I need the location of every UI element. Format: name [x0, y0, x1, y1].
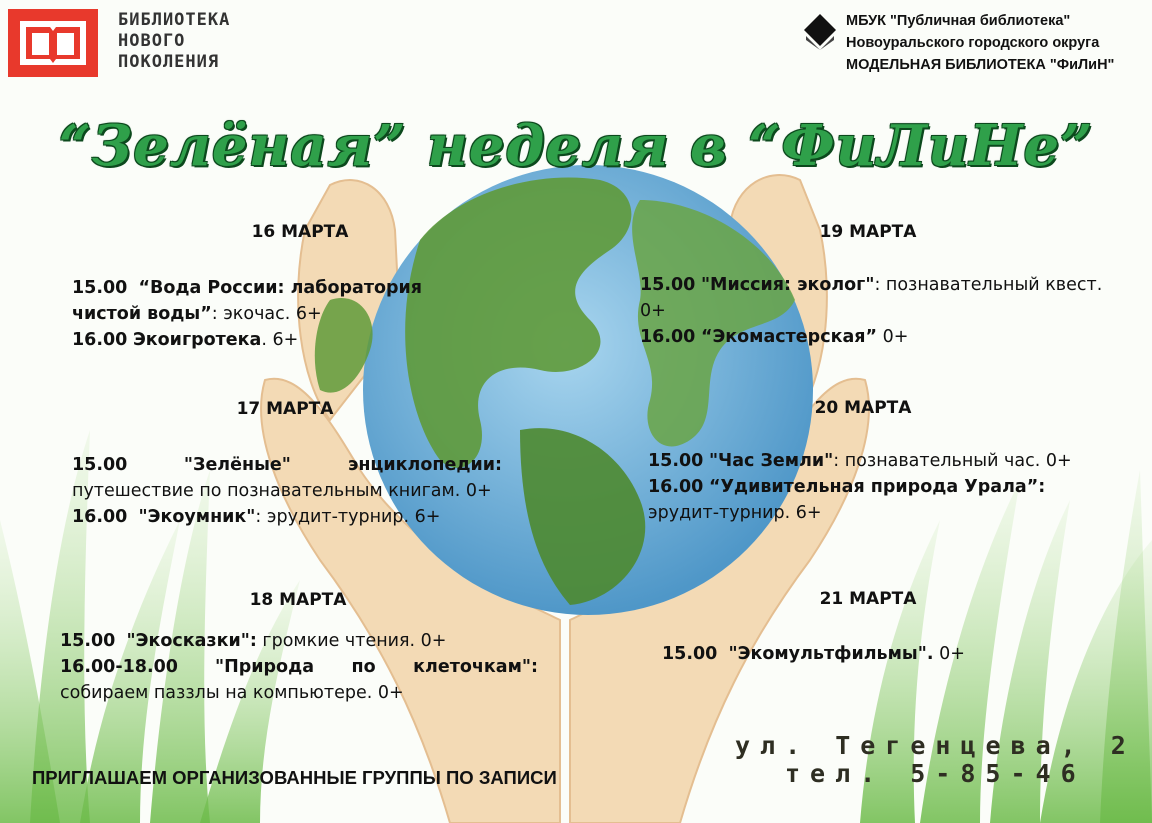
event-time: 15.00 — [72, 278, 128, 298]
event-time: 15.00 — [640, 275, 696, 295]
event-item — [60, 628, 538, 654]
event-item — [640, 272, 1110, 324]
org-line-1: МБУК "Публичная библиотека" — [846, 13, 1071, 29]
invitation-text: ПРИГЛАШАЕМ ОРГАНИЗОВАННЫЕ ГРУППЫ ПО ЗАПИСИ — [32, 767, 557, 788]
event-title: Экоигротека — [132, 330, 262, 350]
address: ул. Тегенцева, 2 — [735, 731, 1136, 760]
day-heading-19: 19 МАРТА — [819, 222, 917, 242]
organization-info — [846, 10, 1114, 76]
event-desc: : эрудит-турнир. 6+ — [255, 507, 441, 527]
org-line-2: Новоуральского городского округа — [846, 35, 1100, 51]
day-heading-18: 18 МАРТА — [249, 590, 347, 610]
day-heading-20: 20 МАРТА — [814, 398, 912, 418]
event-time: 15.00 — [60, 631, 116, 651]
event-desc: 0+ — [877, 327, 909, 347]
event-desc: эрудит-турнир. 6+ — [648, 503, 822, 523]
event-desc: : экочас. 6+ — [211, 304, 322, 324]
event-item — [72, 504, 502, 530]
event-title: “Вода России: лаборатория чистой воды” — [72, 278, 423, 324]
event-desc: : познавательный час. 0+ — [833, 451, 1072, 471]
page-title: “Зелёная” неделя в “ФиЛиНе” — [58, 113, 1094, 179]
event-title: "Час Земли" — [708, 451, 834, 471]
event-item — [662, 641, 1102, 667]
event-item — [72, 327, 462, 353]
event-title: “Удивительная природа Урала”: — [708, 477, 1046, 497]
event-time: 15.00 — [72, 455, 128, 475]
logo-line-2: НОВОГО — [118, 31, 186, 51]
day-events-20 — [648, 448, 1078, 526]
library-logo-text — [118, 10, 230, 73]
day-events-21 — [662, 641, 1102, 667]
event-item — [60, 654, 538, 680]
phone: тел. 5-85-46 — [785, 759, 1086, 788]
event-time: 16.00 — [640, 327, 696, 347]
day-events-19 — [640, 272, 1110, 350]
event-title: "Экомультфильмы". — [728, 644, 934, 664]
event-item — [640, 324, 1110, 350]
event-item — [648, 448, 1078, 474]
event-time: 15.00 — [648, 451, 704, 471]
event-time: 16.00 — [648, 477, 704, 497]
book-icon — [800, 12, 840, 50]
event-item — [72, 452, 502, 478]
day-events-17 — [72, 452, 502, 530]
event-title: "Природа по клеточкам": — [214, 657, 538, 677]
event-item — [72, 275, 462, 327]
event-title: "Миссия: эколог" — [700, 275, 875, 295]
event-time: 15.00 — [662, 644, 718, 664]
event-time: 16.00-18.00 — [60, 657, 178, 677]
day-events-18 — [60, 628, 538, 706]
event-desc: 0+ — [933, 644, 965, 664]
day-heading-17: 17 МАРТА — [236, 399, 334, 419]
event-desc: : познавательный квест. 0+ — [640, 275, 1103, 321]
event-time: 16.00 — [72, 507, 128, 527]
org-line-3: МОДЕЛЬНАЯ БИБЛИОТЕКА "ФиЛиН" — [846, 57, 1115, 73]
event-title: "Экоумник" — [138, 507, 256, 527]
day-heading-16: 16 МАРТА — [251, 222, 349, 242]
event-item — [648, 474, 1078, 500]
event-desc: громкие чтения. 0+ — [256, 631, 447, 651]
event-title: "Экосказки": — [126, 631, 257, 651]
logo-line-3: ПОКОЛЕНИЯ — [118, 52, 220, 72]
event-time: 16.00 — [72, 330, 128, 350]
library-logo-icon — [8, 9, 98, 77]
day-events-16 — [72, 275, 462, 353]
day-heading-21: 21 МАРТА — [819, 589, 917, 609]
event-title: "Зелёные" энциклопедии: — [183, 455, 502, 475]
event-desc: . 6+ — [261, 330, 299, 350]
event-desc: собираем паззлы на компьютере. 0+ — [60, 683, 404, 703]
event-desc: путешествие по познавательным книгам. 0+ — [72, 481, 492, 501]
event-title: “Экомастерская” — [700, 327, 878, 347]
contact-block — [735, 732, 1136, 788]
logo-line-1: БИБЛИОТЕКА — [118, 10, 231, 30]
